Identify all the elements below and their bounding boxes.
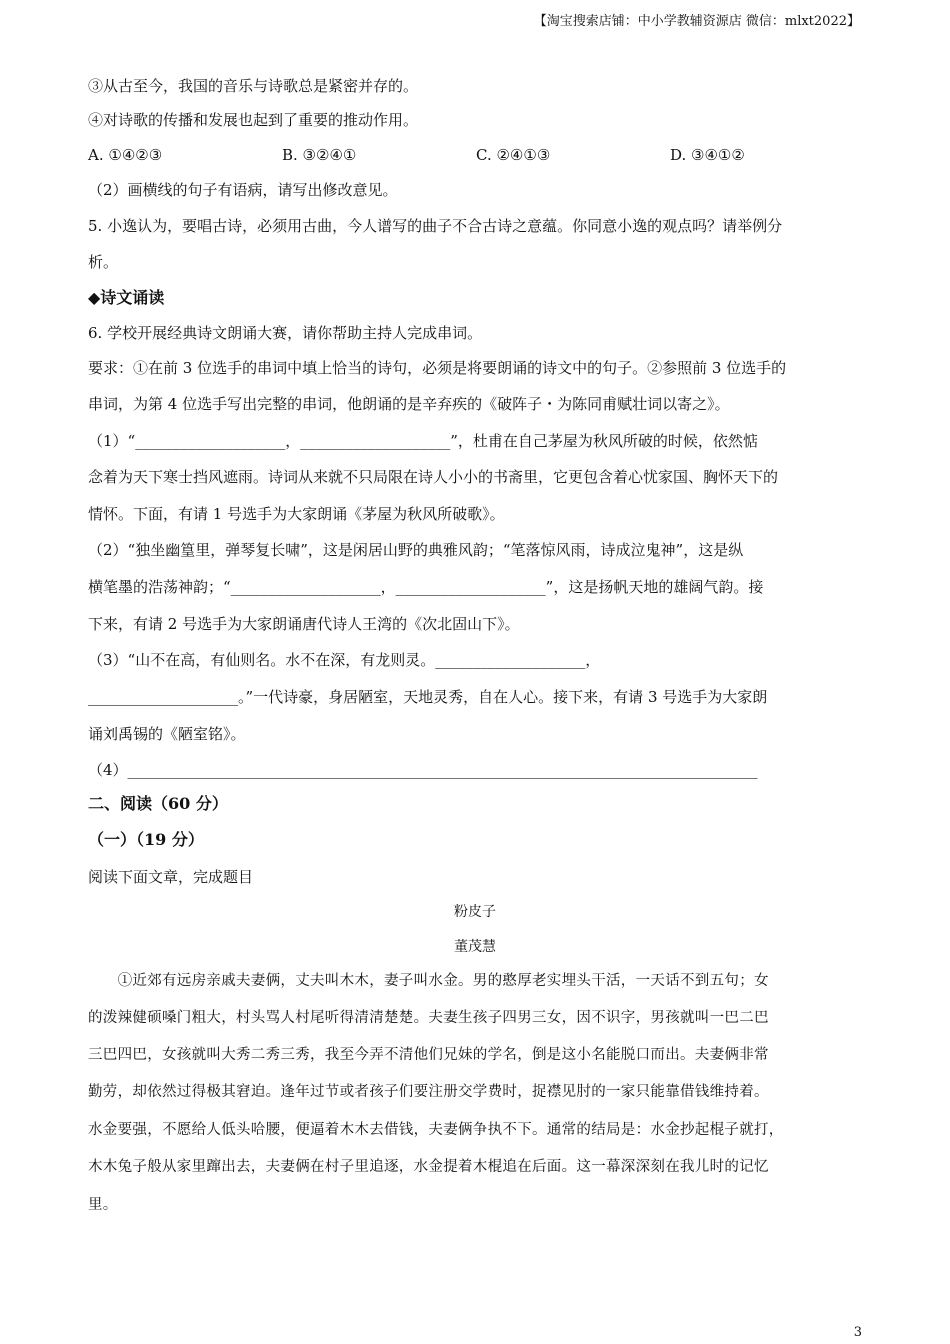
essay-line: 三巴四巴，女孩就叫大秀二秀三秀，我至今弄不清他们兄妹的学名，倒是这小名能脱口而出。夫妻俩非常 <box>88 1047 769 1063</box>
question-6-line: ____________________。”一代诗豪，身居陋室，天地灵秀，自在人心。接下来，有请 3 号选手为大家朗 <box>88 688 768 706</box>
part-2-subtitle: （一）（19 分） <box>88 830 204 849</box>
question-4-2: （2）画横线的句子有语病，请写出修改意见。 <box>88 181 398 199</box>
question-6-line: （4）____________________________________________________________________________________ <box>88 761 758 779</box>
question-6-line: 横笔墨的浩荡神韵；“____________________，____________________”，这是扬帆天地的雄阔气韵。接 <box>88 578 764 596</box>
reading-instruction: 阅读下面文章，完成题目 <box>88 868 254 886</box>
essay-line: 木木兔子般从家里蹿出去，夫妻俩在村子里追逐，水金提着木棍追在后面。这一幕深深刻在我儿时的记忆 <box>88 1159 769 1175</box>
option-c[interactable]: C. ②④①③ <box>476 146 551 164</box>
page-header: 【淘宝搜索店铺：中小学教辅资源店 微信：mlxt2022】 <box>533 14 860 29</box>
essay-author: 董茂慧 <box>454 939 496 955</box>
section-title: ◆诗文诵读 <box>88 288 165 307</box>
text-line: ④对诗歌的传播和发展也起到了重要的推动作用。 <box>88 111 419 129</box>
question-6-line: 下来，有请 2 号选手为大家朗诵唐代诗人王湾的《次北固山下》。 <box>88 615 520 633</box>
option-b[interactable]: B. ③②④① <box>282 146 357 164</box>
essay-line: 勤劳，却依然过得极其窘迫。逢年过节或者孩子们要注册交学费时，捉襟见肘的一家只能靠借钱维持着。 <box>88 1084 769 1100</box>
question-6-line: 念着为天下寒士挡风遮雨。诗词从来就不只局限在诗人小小的书斋里，它更包含着心忧家国、胸怀天下的 <box>88 468 779 486</box>
question-6-line: （3）“山不在高，有仙则名。水不在深，有龙则灵。____________________， <box>88 651 601 669</box>
page-number: 3 <box>853 1325 862 1340</box>
essay-title: 粉皮子 <box>454 904 496 920</box>
essay-line: 水金要强，不愿给人低头哈腰，便逼着木木去借钱，夫妻俩争执不下。通常的结局是：水金抄起棍子就打， <box>88 1122 784 1138</box>
essay-line: 里。 <box>88 1197 118 1213</box>
answer-options <box>88 145 848 165</box>
essay-line: ①近郊有远房亲戚夫妻俩，丈夫叫木木，妻子叫水金。男的憨厚老实埋头干活，一天话不到五句；女 <box>88 973 769 989</box>
part-2-title: 二、阅读（60 分） <box>88 794 228 813</box>
option-d[interactable]: D. ③④①② <box>670 146 745 164</box>
question-5: 5. 小逸认为，要唱古诗，必须用古曲，今人谱写的曲子不合古诗之意蕴。你同意小逸的观点吗？请举例分 <box>88 217 783 235</box>
question-6-line: （1）“____________________，____________________”，杜甫在自己茅屋为秋风所破的时候，依然惦 <box>88 432 758 450</box>
option-a[interactable]: A. ①④②③ <box>88 146 163 164</box>
question-6-line: 要求：①在前 3 位选手的串词中填上恰当的诗句，必须是将要朗诵的诗文中的句子。②参照前 3 位选手的 <box>88 359 787 377</box>
question-5: 析。 <box>88 253 119 271</box>
question-6-line: 情怀。下面，有请 1 号选手为大家朗诵《茅屋为秋风所破歌》。 <box>88 505 505 523</box>
question-6-line: 诵刘禹锡的《陋室铭》。 <box>88 725 246 743</box>
question-6-line: （2）“独坐幽篁里，弹琴复长啸”，这是闲居山野的典雅风韵；“笔落惊风雨，诗成泣鬼神”，这是纵 <box>88 541 744 559</box>
question-6-line: 串词，为第 4 位选手写出完整的串词，他朗诵的是辛弃疾的《破阵子・为陈同甫赋壮词以寄之》。 <box>88 395 730 413</box>
question-6: 6. 学校开展经典诗文朗诵大赛，请你帮助主持人完成串词。 <box>88 324 483 342</box>
text-line: ③从古至今，我国的音乐与诗歌总是紧密并存的。 <box>88 77 419 95</box>
essay-line: 的泼辣健硕嗓门粗大，村头骂人村尾听得清清楚楚。夫妻生孩子四男三女，因不识字，男孩就叫一巴二巴 <box>88 1010 769 1026</box>
